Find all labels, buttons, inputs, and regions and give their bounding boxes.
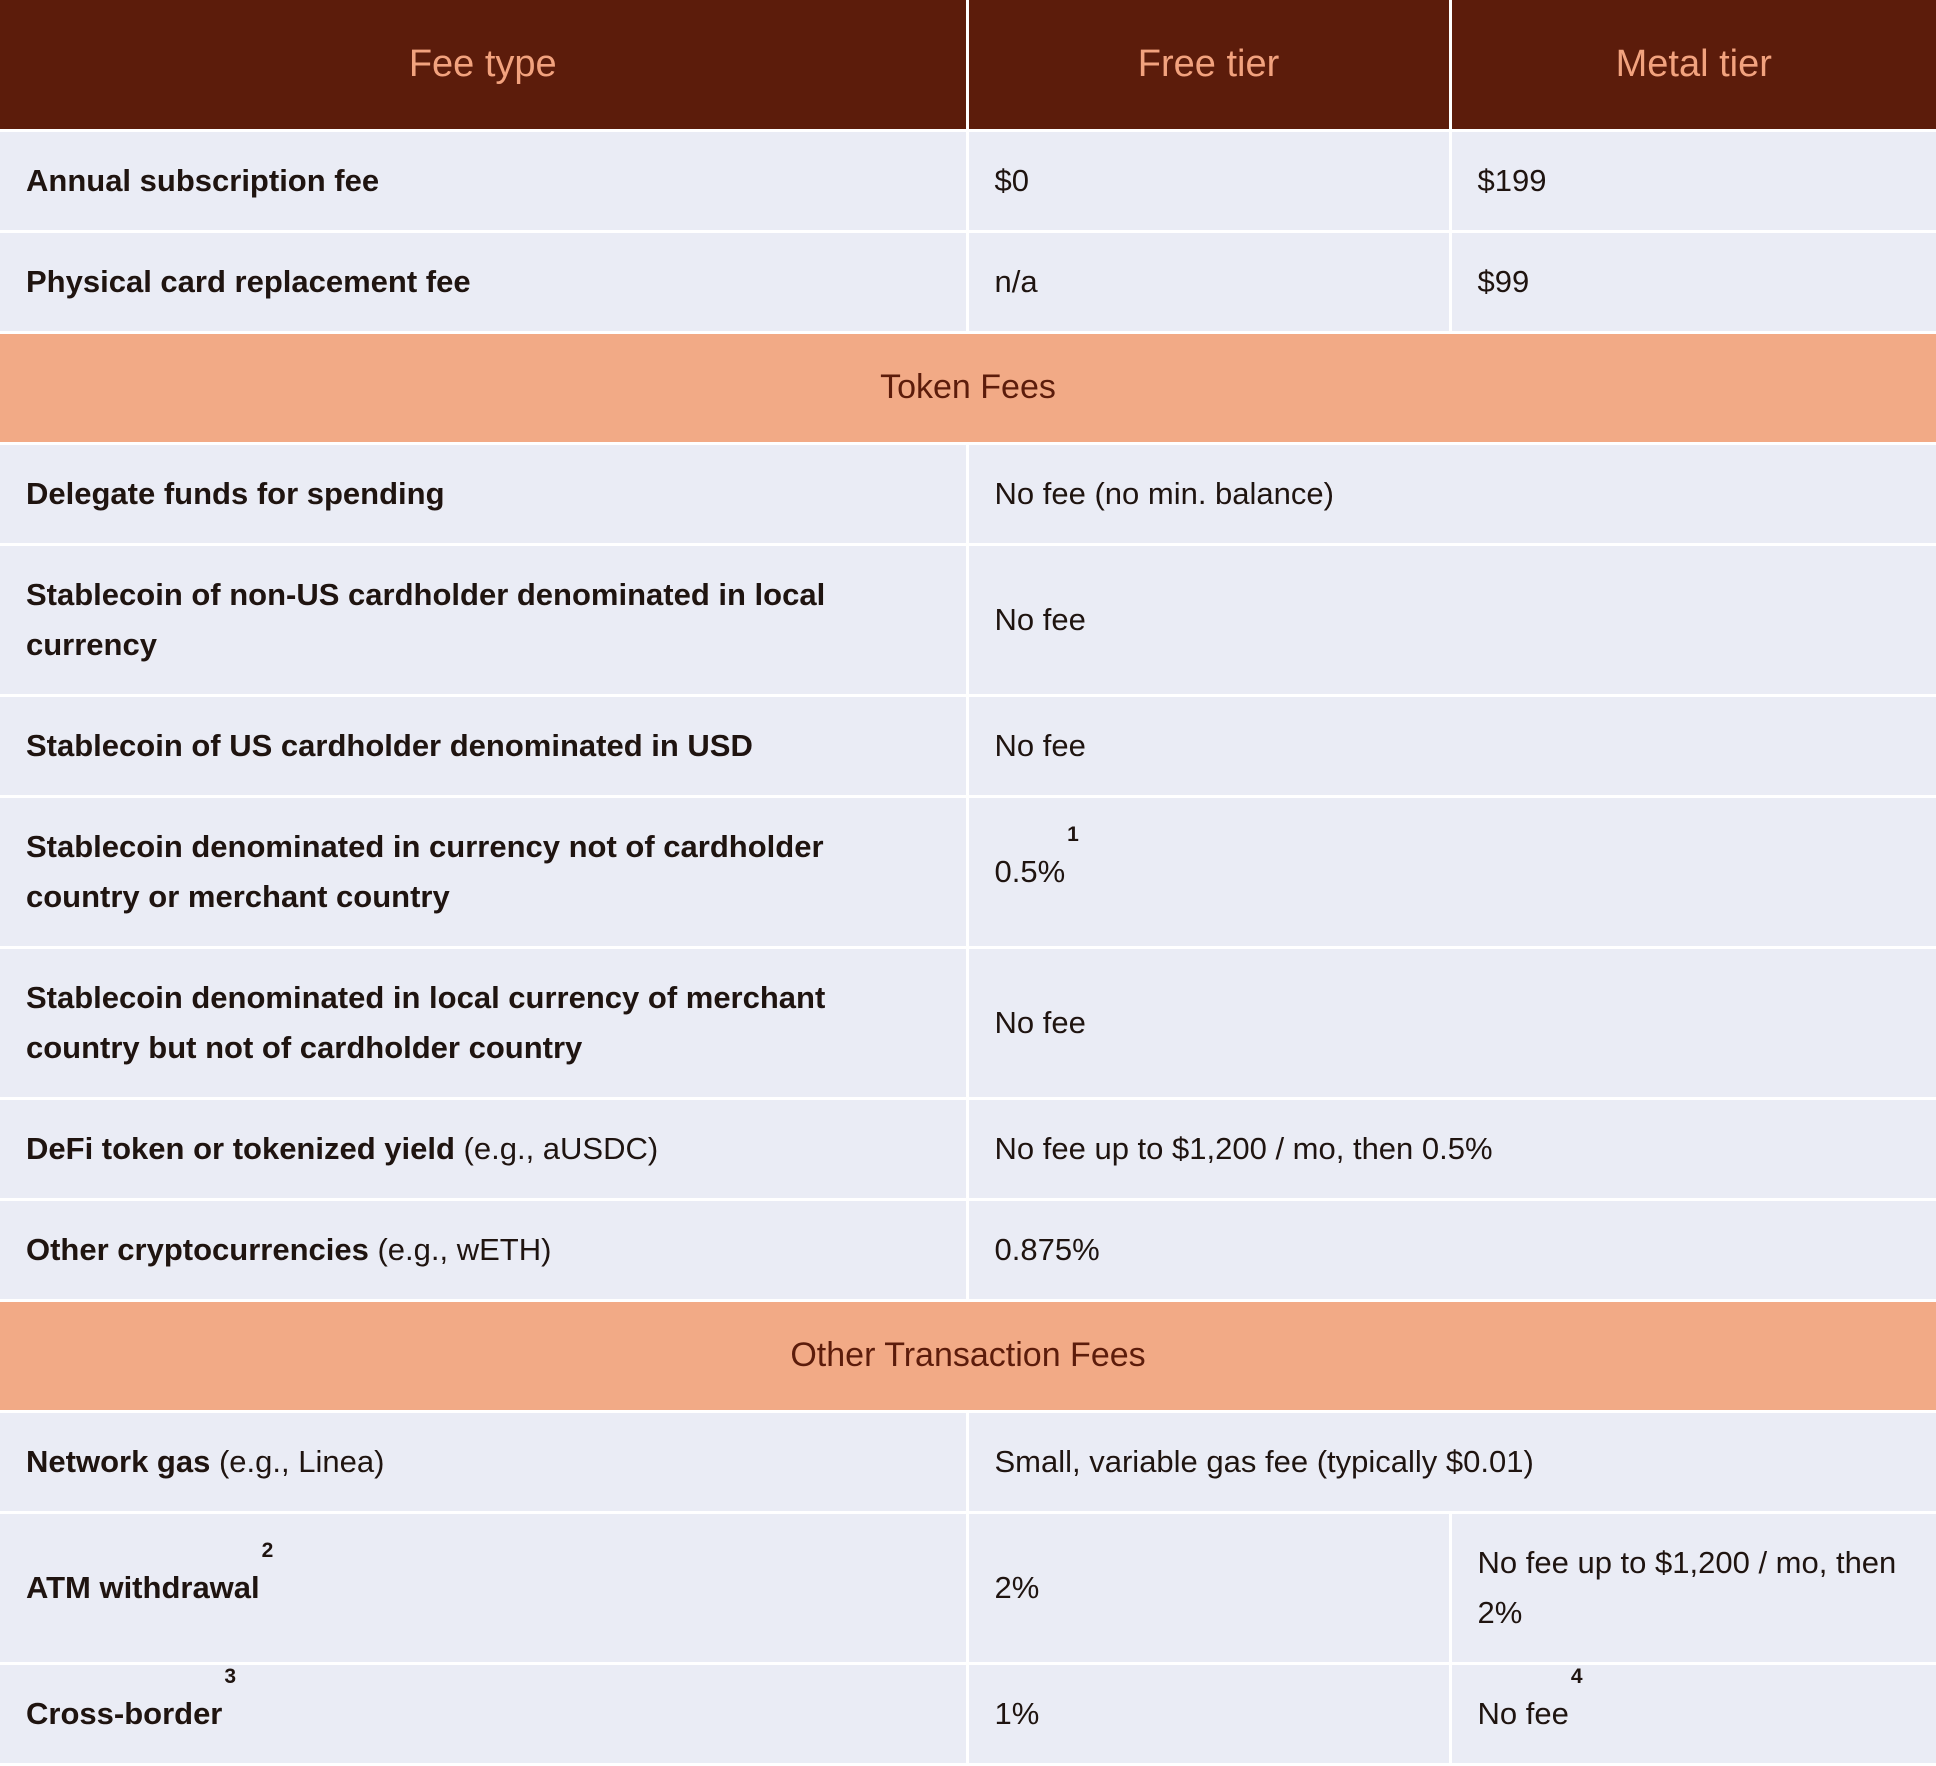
fee-value — [967, 796, 1936, 947]
table-row — [0, 947, 1936, 1098]
free-tier-value: $0 — [967, 130, 1450, 231]
metal-tier-value-text: No fee — [1477, 1695, 1569, 1731]
table-row — [0, 695, 1936, 796]
row-label-text: Cross-border — [26, 1695, 223, 1731]
row-label-note: (e.g., aUSDC) — [463, 1130, 659, 1166]
row-label — [0, 1199, 967, 1300]
row-label-note: (e.g., Linea) — [218, 1443, 385, 1479]
table-row — [0, 443, 1936, 544]
row-label: Stablecoin of US cardholder denominated in USD — [0, 695, 967, 796]
free-tier-value: 2% — [967, 1512, 1450, 1663]
row-label-text: Other cryptocurrencies — [26, 1231, 369, 1267]
row-label: Stablecoin denominated in local currency of merchant country but not of cardholder country — [0, 947, 967, 1098]
free-tier-value: n/a — [967, 231, 1450, 332]
footnote-ref: 1 — [1067, 822, 1079, 846]
row-label-text: ATM withdrawal — [26, 1569, 260, 1605]
row-label: Delegate funds for spending — [0, 443, 967, 544]
fee-value: 0.875% — [967, 1199, 1936, 1300]
table-row — [0, 1663, 1936, 1764]
row-label: Stablecoin of non-US cardholder denominated in local currency — [0, 544, 967, 695]
header-metal-tier: Metal tier — [1450, 0, 1936, 130]
fee-value: No fee — [967, 544, 1936, 695]
metal-tier-value: $199 — [1450, 130, 1936, 231]
table-row — [0, 544, 1936, 695]
metal-tier-value: $99 — [1450, 231, 1936, 332]
table-row — [0, 1512, 1936, 1663]
header-free-tier: Free tier — [967, 0, 1450, 130]
section-title: Token Fees — [0, 332, 1936, 443]
row-label: Stablecoin denominated in currency not of cardholder country or merchant country — [0, 796, 967, 947]
fee-value: No fee (no min. balance) — [967, 443, 1936, 544]
table-row — [0, 1098, 1936, 1199]
metal-tier-value — [1450, 1663, 1936, 1764]
table-header-row — [0, 0, 1936, 130]
table-row — [0, 1199, 1936, 1300]
row-label-note: (e.g., wETH) — [377, 1231, 552, 1267]
section-header-other-transaction-fees — [0, 1300, 1936, 1411]
row-label-text: DeFi token or tokenized yield — [26, 1130, 455, 1166]
row-label: Physical card replacement fee — [0, 231, 967, 332]
row-label — [0, 1663, 967, 1764]
fee-value: Small, variable gas fee (typically $0.01) — [967, 1411, 1936, 1512]
metal-tier-value: No fee up to $1,200 / mo, then 2% — [1450, 1512, 1936, 1663]
row-label — [0, 1411, 967, 1512]
row-label: Annual subscription fee — [0, 130, 967, 231]
row-label-text: Network gas — [26, 1443, 211, 1479]
table-row — [0, 796, 1936, 947]
fee-value: No fee up to $1,200 / mo, then 0.5% — [967, 1098, 1936, 1199]
section-header-token-fees — [0, 332, 1936, 443]
row-label — [0, 1512, 967, 1663]
fee-value-text: 0.5% — [994, 853, 1066, 889]
fee-value: No fee — [967, 695, 1936, 796]
table-row — [0, 1411, 1936, 1512]
table-row — [0, 231, 1936, 332]
footnote-ref: 3 — [224, 1664, 237, 1688]
table-row — [0, 130, 1936, 231]
fee-value: No fee — [967, 947, 1936, 1098]
free-tier-value: 1% — [967, 1663, 1450, 1764]
section-title: Other Transaction Fees — [0, 1300, 1936, 1411]
footnote-ref: 2 — [261, 1538, 274, 1562]
header-fee-type: Fee type — [0, 0, 967, 130]
footnote-ref: 4 — [1570, 1664, 1583, 1688]
row-label — [0, 1098, 967, 1199]
